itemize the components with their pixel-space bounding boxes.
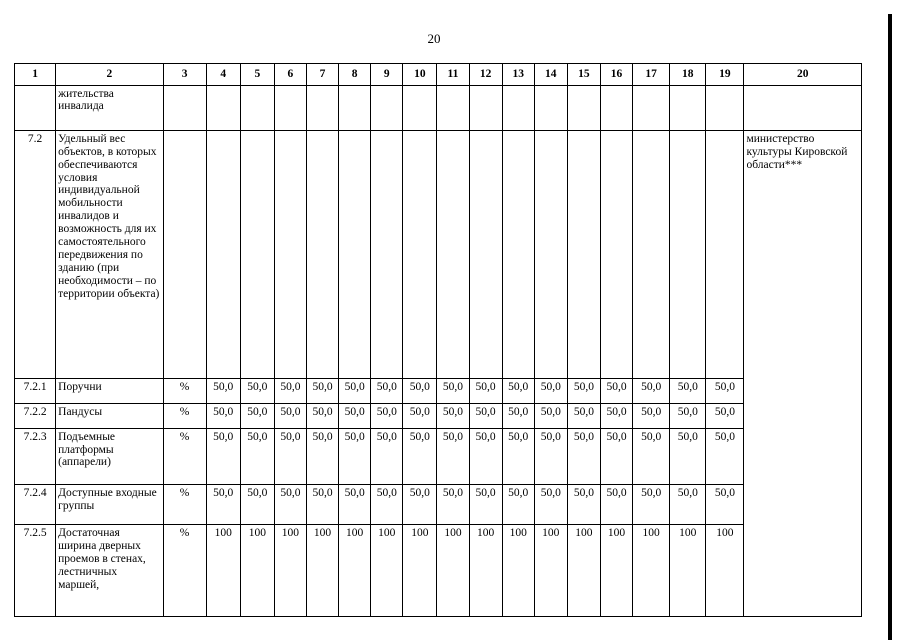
value-cell: 100 — [534, 524, 567, 616]
cell — [670, 85, 706, 130]
value-cell: 50,0 — [670, 484, 706, 524]
value-cell: 50,0 — [274, 428, 306, 484]
cell — [744, 85, 862, 130]
row-unit: % — [163, 379, 206, 404]
row-unit: % — [163, 524, 206, 616]
cell — [339, 130, 371, 379]
value-cell: 50,0 — [206, 403, 240, 428]
table-row — [15, 484, 862, 524]
value-cell: 50,0 — [206, 428, 240, 484]
indicators-table — [14, 63, 862, 617]
table-row — [15, 403, 862, 428]
cell — [706, 130, 744, 379]
cell — [437, 85, 469, 130]
value-cell: 50,0 — [502, 428, 534, 484]
value-cell: 50,0 — [306, 403, 338, 428]
table-row — [15, 379, 862, 404]
value-cell: 50,0 — [371, 379, 403, 404]
value-cell: 50,0 — [534, 379, 567, 404]
cell — [600, 85, 632, 130]
value-cell: 100 — [670, 524, 706, 616]
responsible-agency: министерство культуры Кировской области*** — [744, 130, 862, 616]
cell — [670, 130, 706, 379]
value-cell: 50,0 — [306, 428, 338, 484]
value-cell: 50,0 — [567, 379, 600, 404]
row-name: Подъемные платформы (аппарели) — [56, 428, 163, 484]
row-name: Пандусы — [56, 403, 163, 428]
value-cell: 50,0 — [437, 403, 469, 428]
row-code: 7.2.5 — [15, 524, 56, 616]
value-cell: 50,0 — [339, 403, 371, 428]
value-cell: 50,0 — [633, 403, 670, 428]
table-body — [15, 64, 862, 617]
cell — [15, 85, 56, 130]
column-header: 15 — [567, 64, 600, 86]
cell — [274, 85, 306, 130]
value-cell: 50,0 — [274, 484, 306, 524]
value-cell: 100 — [306, 524, 338, 616]
value-cell: 50,0 — [306, 484, 338, 524]
cell — [633, 85, 670, 130]
scan-edge-bar — [888, 14, 892, 640]
value-cell: 50,0 — [469, 428, 502, 484]
value-cell: 50,0 — [339, 379, 371, 404]
column-header: 6 — [274, 64, 306, 86]
row-unit: % — [163, 403, 206, 428]
value-cell: 50,0 — [502, 403, 534, 428]
column-header: 5 — [240, 64, 274, 86]
row-name: Поручни — [56, 379, 163, 404]
value-cell: 50,0 — [371, 428, 403, 484]
column-header: 7 — [306, 64, 338, 86]
value-cell: 50,0 — [339, 428, 371, 484]
value-cell: 50,0 — [240, 428, 274, 484]
value-cell: 100 — [567, 524, 600, 616]
column-header: 10 — [403, 64, 437, 86]
cell — [469, 85, 502, 130]
cell — [339, 85, 371, 130]
value-cell: 50,0 — [306, 379, 338, 404]
cell — [240, 130, 274, 379]
value-cell: 100 — [240, 524, 274, 616]
indicator-row — [15, 130, 862, 379]
cell — [437, 130, 469, 379]
row-code: 7.2.4 — [15, 484, 56, 524]
column-header: 2 — [56, 64, 163, 86]
column-header: 8 — [339, 64, 371, 86]
column-header: 11 — [437, 64, 469, 86]
indicator-text: Удельный вес объектов, в которых обеспечиваются условия индивидуальной мобильности инвалидов и возможность для их самостоятельного передвижения по зданию (при необходимости – по территории объекта) — [56, 130, 163, 379]
column-header: 4 — [206, 64, 240, 86]
value-cell: 50,0 — [706, 428, 744, 484]
value-cell: 100 — [339, 524, 371, 616]
row-unit: % — [163, 484, 206, 524]
column-header: 14 — [534, 64, 567, 86]
value-cell: 50,0 — [469, 484, 502, 524]
value-cell: 50,0 — [437, 428, 469, 484]
value-cell: 50,0 — [403, 484, 437, 524]
cell — [163, 130, 206, 379]
cell — [469, 130, 502, 379]
cell — [600, 130, 632, 379]
value-cell: 50,0 — [240, 403, 274, 428]
value-cell: 50,0 — [633, 379, 670, 404]
cell — [163, 85, 206, 130]
cell — [306, 130, 338, 379]
value-cell: 100 — [600, 524, 632, 616]
indicator-code: 7.2 — [15, 130, 56, 379]
table-row — [15, 524, 862, 616]
column-header: 13 — [502, 64, 534, 86]
row-name: Достаточная ширина дверных проемов в стенах, лестничных маршей, — [56, 524, 163, 616]
value-cell: 50,0 — [469, 403, 502, 428]
value-cell: 50,0 — [600, 428, 632, 484]
value-cell: 50,0 — [600, 484, 632, 524]
value-cell: 50,0 — [502, 379, 534, 404]
value-cell: 50,0 — [600, 379, 632, 404]
value-cell: 100 — [706, 524, 744, 616]
cell — [403, 85, 437, 130]
value-cell: 50,0 — [469, 379, 502, 404]
continuation-row — [15, 85, 862, 130]
value-cell: 50,0 — [206, 484, 240, 524]
value-cell: 50,0 — [437, 484, 469, 524]
cell — [633, 130, 670, 379]
continuation-text: жительства инвалида — [56, 85, 163, 130]
value-cell: 50,0 — [670, 403, 706, 428]
value-cell: 100 — [502, 524, 534, 616]
value-cell: 50,0 — [403, 379, 437, 404]
row-code: 7.2.1 — [15, 379, 56, 404]
cell — [706, 85, 744, 130]
value-cell: 50,0 — [371, 403, 403, 428]
column-header: 18 — [670, 64, 706, 86]
cell — [206, 85, 240, 130]
value-cell: 50,0 — [274, 403, 306, 428]
value-cell: 50,0 — [534, 484, 567, 524]
value-cell: 50,0 — [567, 403, 600, 428]
cell — [206, 130, 240, 379]
value-cell: 50,0 — [534, 403, 567, 428]
value-cell: 100 — [633, 524, 670, 616]
value-cell: 50,0 — [706, 484, 744, 524]
value-cell: 50,0 — [339, 484, 371, 524]
value-cell: 50,0 — [706, 403, 744, 428]
column-header: 19 — [706, 64, 744, 86]
cell — [567, 85, 600, 130]
cell — [502, 130, 534, 379]
cell — [403, 130, 437, 379]
cell — [371, 85, 403, 130]
value-cell: 50,0 — [567, 484, 600, 524]
value-cell: 100 — [469, 524, 502, 616]
column-header: 17 — [633, 64, 670, 86]
value-cell: 50,0 — [670, 428, 706, 484]
value-cell: 100 — [206, 524, 240, 616]
row-code: 7.2.2 — [15, 403, 56, 428]
value-cell: 50,0 — [567, 428, 600, 484]
value-cell: 50,0 — [240, 379, 274, 404]
value-cell: 50,0 — [240, 484, 274, 524]
value-cell: 50,0 — [371, 484, 403, 524]
column-number-row — [15, 64, 862, 86]
value-cell: 100 — [274, 524, 306, 616]
column-header: 1 — [15, 64, 56, 86]
value-cell: 50,0 — [706, 379, 744, 404]
value-cell: 50,0 — [670, 379, 706, 404]
row-unit: % — [163, 428, 206, 484]
column-header: 16 — [600, 64, 632, 86]
cell — [502, 85, 534, 130]
value-cell: 50,0 — [206, 379, 240, 404]
value-cell: 100 — [403, 524, 437, 616]
column-header: 20 — [744, 64, 862, 86]
row-name: Доступные входные группы — [56, 484, 163, 524]
cell — [306, 85, 338, 130]
value-cell: 100 — [437, 524, 469, 616]
value-cell: 50,0 — [403, 428, 437, 484]
value-cell: 100 — [371, 524, 403, 616]
value-cell: 50,0 — [274, 379, 306, 404]
cell — [534, 85, 567, 130]
table-row — [15, 428, 862, 484]
cell — [240, 85, 274, 130]
value-cell: 50,0 — [502, 484, 534, 524]
value-cell: 50,0 — [534, 428, 567, 484]
value-cell: 50,0 — [403, 403, 437, 428]
column-header: 3 — [163, 64, 206, 86]
column-header: 12 — [469, 64, 502, 86]
value-cell: 50,0 — [633, 484, 670, 524]
page-number: 20 — [427, 31, 441, 46]
cell — [567, 130, 600, 379]
cell — [534, 130, 567, 379]
cell — [274, 130, 306, 379]
column-header: 9 — [371, 64, 403, 86]
value-cell: 50,0 — [600, 403, 632, 428]
value-cell: 50,0 — [437, 379, 469, 404]
row-code: 7.2.3 — [15, 428, 56, 484]
cell — [371, 130, 403, 379]
value-cell: 50,0 — [633, 428, 670, 484]
